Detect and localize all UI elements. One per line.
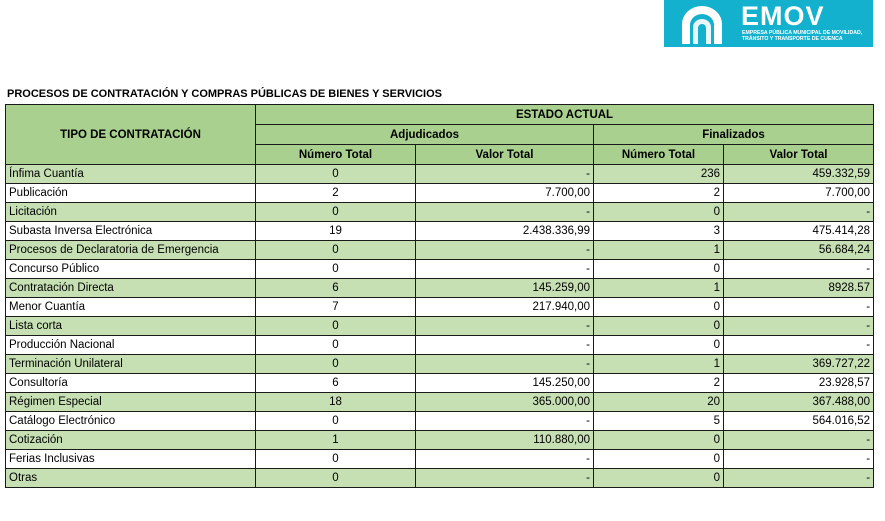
- header-finalizados: Finalizados: [594, 125, 874, 145]
- table-row: [6, 222, 874, 241]
- table-row: [6, 260, 874, 279]
- cell-finalizados-valor: -: [724, 336, 874, 355]
- cell-adjudicados-valor: -: [416, 412, 594, 431]
- cell-adjudicados-numero: 0: [256, 165, 416, 184]
- cell-adjudicados-valor: 145.259,00: [416, 279, 594, 298]
- cell-adjudicados-valor: -: [416, 241, 594, 260]
- cell-finalizados-valor: -: [724, 317, 874, 336]
- cell-tipo: Régimen Especial: [6, 393, 256, 412]
- cell-adjudicados-numero: 0: [256, 450, 416, 469]
- cell-tipo: Licitación: [6, 203, 256, 222]
- cell-adjudicados-valor: -: [416, 469, 594, 488]
- table-row: [6, 355, 874, 374]
- table-row: [6, 393, 874, 412]
- cell-tipo: Concurso Público: [6, 260, 256, 279]
- cell-adjudicados-valor: -: [416, 450, 594, 469]
- logo-tagline-line2: TRÁNSITO Y TRANSPORTE DE CUENCA: [742, 36, 843, 42]
- cell-adjudicados-numero: 19: [256, 222, 416, 241]
- cell-finalizados-numero: 0: [594, 450, 724, 469]
- cell-finalizados-valor: 23.928,57: [724, 374, 874, 393]
- cell-tipo: Publicación: [6, 184, 256, 203]
- cell-finalizados-numero: 0: [594, 260, 724, 279]
- cell-tipo: Ferias Inclusivas: [6, 450, 256, 469]
- cell-finalizados-valor: 459.332,59: [724, 165, 874, 184]
- cell-adjudicados-numero: 0: [256, 203, 416, 222]
- cell-finalizados-valor: 475.414,28: [724, 222, 874, 241]
- cell-tipo: Procesos de Declaratoria de Emergencia: [6, 241, 256, 260]
- contracting-table: [5, 104, 874, 488]
- cell-tipo: Catálogo Electrónico: [6, 412, 256, 431]
- table-row: [6, 450, 874, 469]
- table-row: [6, 431, 874, 450]
- table-row: [6, 203, 874, 222]
- cell-adjudicados-valor: 217.940,00: [416, 298, 594, 317]
- cell-adjudicados-numero: 0: [256, 260, 416, 279]
- cell-adjudicados-valor: 365.000,00: [416, 393, 594, 412]
- emov-arch-icon: [678, 4, 726, 44]
- cell-adjudicados-valor: -: [416, 317, 594, 336]
- cell-adjudicados-numero: 6: [256, 279, 416, 298]
- table-row: [6, 298, 874, 317]
- table-row: [6, 241, 874, 260]
- cell-finalizados-numero: 1: [594, 355, 724, 374]
- cell-finalizados-numero: 20: [594, 393, 724, 412]
- cell-adjudicados-numero: 6: [256, 374, 416, 393]
- cell-adjudicados-valor: -: [416, 260, 594, 279]
- table-row: [6, 469, 874, 488]
- header-estado-actual: ESTADO ACTUAL: [256, 105, 874, 125]
- header-valor-total-adj: Valor Total: [416, 145, 594, 165]
- logo-brand-name: EMOV: [741, 1, 825, 31]
- cell-adjudicados-numero: 0: [256, 336, 416, 355]
- cell-adjudicados-numero: 1: [256, 431, 416, 450]
- cell-adjudicados-valor: -: [416, 336, 594, 355]
- cell-adjudicados-valor: 7.700,00: [416, 184, 594, 203]
- header-adjudicados: Adjudicados: [256, 125, 594, 145]
- cell-finalizados-valor: -: [724, 203, 874, 222]
- header-valor-total-fin: Valor Total: [724, 145, 874, 165]
- cell-finalizados-valor: -: [724, 450, 874, 469]
- cell-finalizados-valor: -: [724, 298, 874, 317]
- cell-tipo: Menor Cuantía: [6, 298, 256, 317]
- cell-finalizados-valor: -: [724, 431, 874, 450]
- cell-adjudicados-numero: 7: [256, 298, 416, 317]
- cell-finalizados-numero: 5: [594, 412, 724, 431]
- cell-finalizados-numero: 2: [594, 184, 724, 203]
- cell-finalizados-valor: 56.684,24: [724, 241, 874, 260]
- cell-adjudicados-numero: 2: [256, 184, 416, 203]
- cell-finalizados-valor: -: [724, 469, 874, 488]
- cell-finalizados-numero: 0: [594, 203, 724, 222]
- cell-finalizados-valor: 367.488,00: [724, 393, 874, 412]
- page-title: PROCESOS DE CONTRATACIÓN Y COMPRAS PÚBLICAS DE BIENES Y SERVICIOS: [7, 88, 442, 100]
- cell-tipo: Otras: [6, 469, 256, 488]
- cell-adjudicados-numero: 0: [256, 355, 416, 374]
- cell-adjudicados-numero: 0: [256, 469, 416, 488]
- logo-tagline: [742, 30, 872, 42]
- cell-adjudicados-valor: 2.438.336,99: [416, 222, 594, 241]
- cell-finalizados-valor: 564.016,52: [724, 412, 874, 431]
- cell-finalizados-numero: 2: [594, 374, 724, 393]
- cell-tipo: Cotización: [6, 431, 256, 450]
- logo-tagline-line1: EMPRESA PÚBLICA MUNICIPAL DE MOVILIDAD,: [742, 30, 863, 36]
- cell-adjudicados-numero: 0: [256, 241, 416, 260]
- cell-adjudicados-valor: 110.880,00: [416, 431, 594, 450]
- cell-adjudicados-valor: 145.250,00: [416, 374, 594, 393]
- cell-finalizados-numero: 0: [594, 298, 724, 317]
- cell-finalizados-valor: 369.727,22: [724, 355, 874, 374]
- cell-finalizados-valor: 7.700,00: [724, 184, 874, 203]
- cell-finalizados-numero: 236: [594, 165, 724, 184]
- table-row: [6, 336, 874, 355]
- cell-tipo: Lista corta: [6, 317, 256, 336]
- header-tipo: TIPO DE CONTRATACIÓN: [6, 105, 256, 165]
- table-row: [6, 279, 874, 298]
- table-row: [6, 412, 874, 431]
- cell-tipo: Subasta Inversa Electrónica: [6, 222, 256, 241]
- cell-finalizados-numero: 0: [594, 317, 724, 336]
- cell-tipo: Terminación Unilateral: [6, 355, 256, 374]
- cell-finalizados-valor: -: [724, 260, 874, 279]
- cell-finalizados-numero: 3: [594, 222, 724, 241]
- cell-tipo: Producción Nacional: [6, 336, 256, 355]
- cell-finalizados-numero: 0: [594, 336, 724, 355]
- table-row: [6, 184, 874, 203]
- cell-adjudicados-numero: 0: [256, 412, 416, 431]
- cell-adjudicados-valor: -: [416, 165, 594, 184]
- cell-adjudicados-valor: -: [416, 203, 594, 222]
- cell-adjudicados-valor: -: [416, 355, 594, 374]
- table-row: [6, 317, 874, 336]
- table-row: [6, 374, 874, 393]
- cell-adjudicados-numero: 0: [256, 317, 416, 336]
- cell-tipo: Ínfima Cuantía: [6, 165, 256, 184]
- header-numero-total-fin: Número Total: [594, 145, 724, 165]
- cell-adjudicados-numero: 18: [256, 393, 416, 412]
- cell-tipo: Consultoría: [6, 374, 256, 393]
- cell-finalizados-numero: 0: [594, 431, 724, 450]
- header-numero-total-adj: Número Total: [256, 145, 416, 165]
- cell-finalizados-numero: 0: [594, 469, 724, 488]
- emov-logo: [664, 0, 873, 47]
- cell-finalizados-valor: 8928.57: [724, 279, 874, 298]
- cell-finalizados-numero: 1: [594, 241, 724, 260]
- table-row: [6, 165, 874, 184]
- table-body: [6, 165, 874, 488]
- cell-tipo: Contratación Directa: [6, 279, 256, 298]
- cell-finalizados-numero: 1: [594, 279, 724, 298]
